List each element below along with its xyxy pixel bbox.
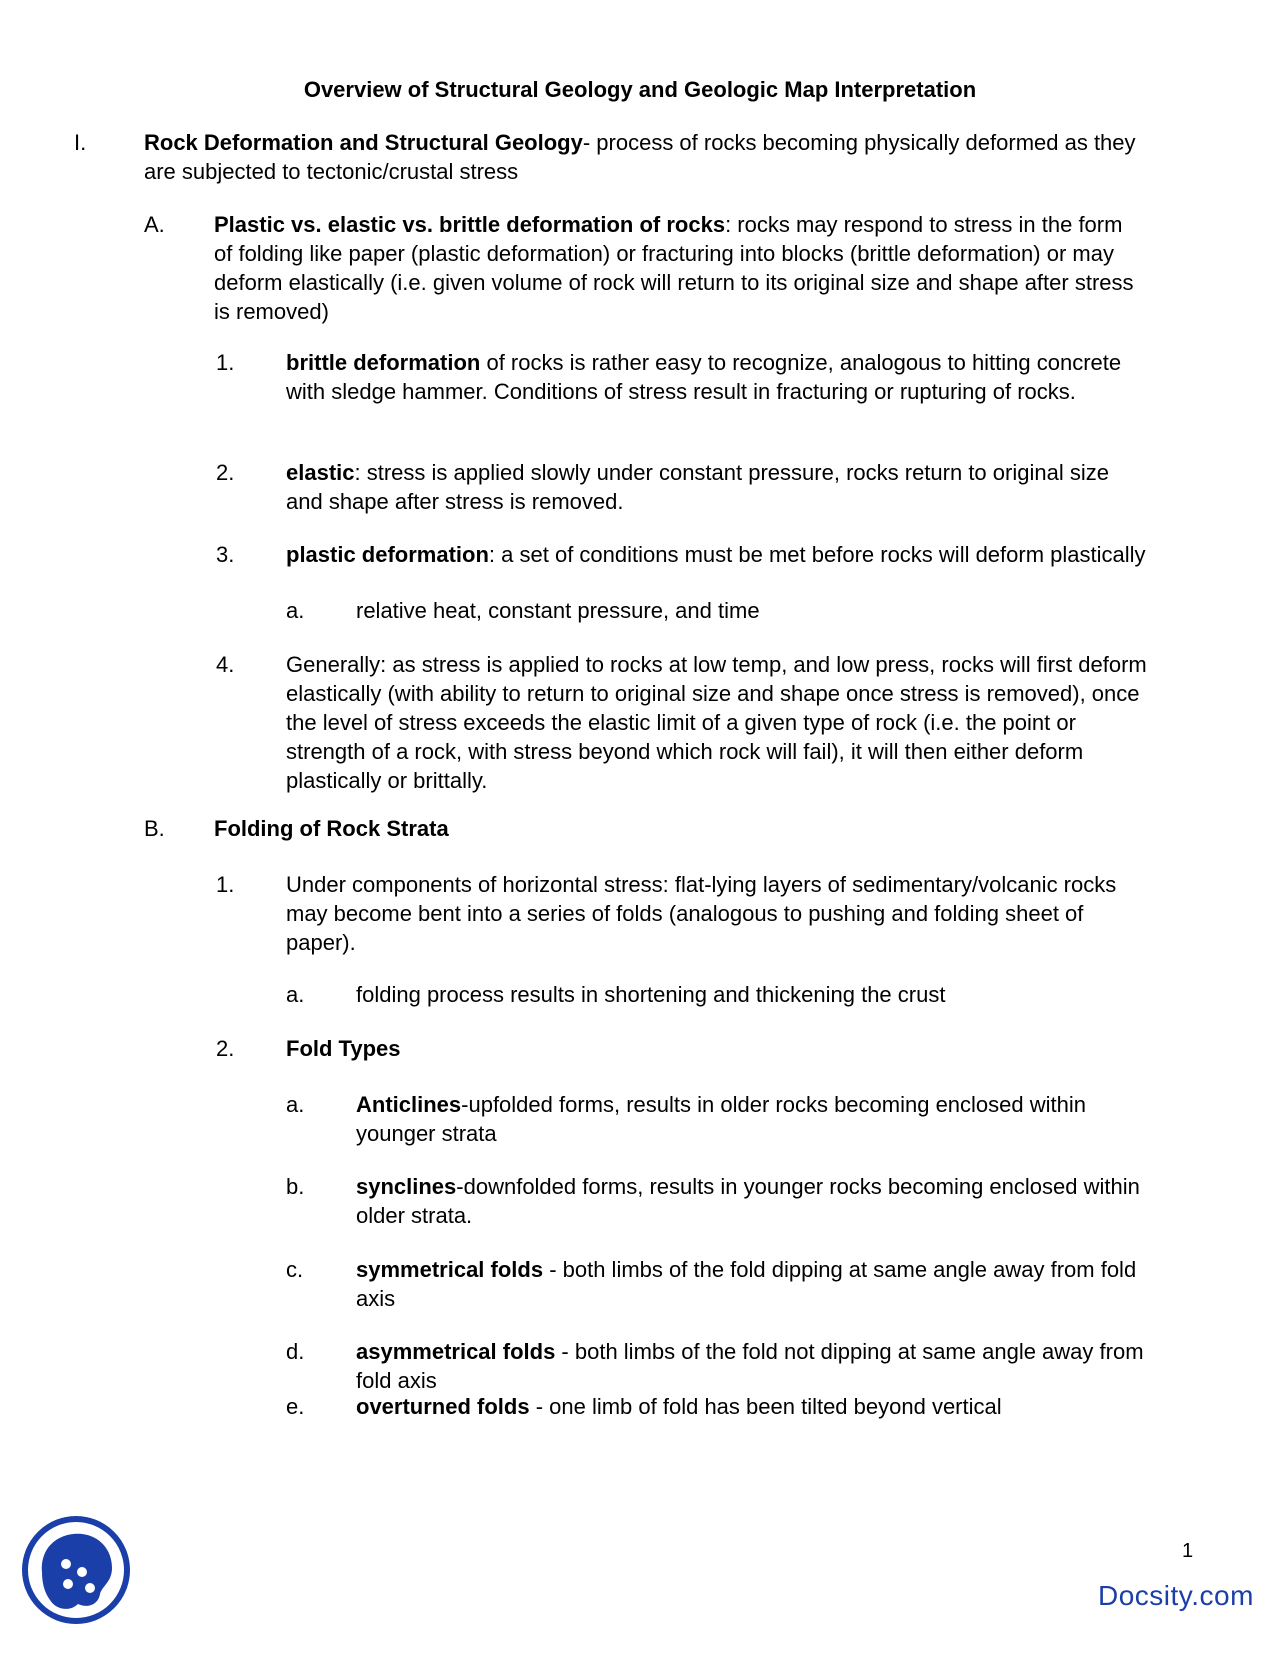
item-body: of rocks is rather easy to recognize, analogous to hitting concrete with sledge hammer. Conditions of stress result in fracturing or rupturing of rocks. (286, 350, 1122, 404)
item-text (286, 650, 1156, 795)
section-body: : rocks may respond to stress in the form of folding like paper (plastic deformation) or fracturing into blocks (brittle deformation) or may deform elastically (i.e. given volume of rock will return to its original size and shape after stress is removed) (214, 212, 1134, 324)
section-marker: A. (144, 212, 165, 237)
sub-item-marker: a. (286, 1092, 305, 1117)
item-term: brittle deformation (286, 350, 481, 375)
sub-item-marker: c. (286, 1257, 304, 1282)
sub-item-text: relative heat, constant pressure, and time (356, 598, 760, 623)
list-item (216, 1034, 1156, 1064)
section-b (144, 814, 1144, 844)
item-term: symmetrical folds (356, 1257, 544, 1282)
item-text (286, 540, 1146, 569)
fold-type-item (286, 1392, 1146, 1422)
fold-type-item (286, 1090, 1146, 1150)
page-title: Overview of Structural Geology and Geologic Map Interpretation (303, 77, 977, 102)
sub-item-marker: e. (286, 1394, 305, 1419)
item-body: : stress is applied slowly under constant pressure, rocks return to original size and shape after stress is removed. (286, 460, 1109, 514)
list-item (216, 458, 1156, 518)
item-marker: 3. (216, 542, 235, 567)
section-1 (74, 128, 1214, 188)
section-body: - process of rocks becoming physically deformed as they are subjected to tectonic/crustal stress (144, 130, 1136, 184)
item-text (286, 348, 1146, 406)
sub-item (286, 596, 1146, 626)
sub-item-text (356, 1392, 1146, 1421)
docsity-logo-icon[interactable] (20, 1512, 132, 1628)
section-heading: Plastic vs. elastic vs. brittle deformation of rocks (214, 212, 726, 237)
item-marker: 1. (216, 350, 235, 375)
sub-item-text (356, 1255, 1146, 1313)
section-heading: Folding of Rock Strata (214, 816, 449, 841)
section-marker: B. (144, 816, 165, 841)
item-term: synclines (356, 1174, 457, 1199)
section-a-text (214, 210, 1144, 326)
item-body: : a set of conditions must be met before rocks will deform plastically (488, 542, 1146, 567)
sub-item-text (356, 1337, 1146, 1395)
page-number: 1 (1182, 1540, 1194, 1562)
item-term: asymmetrical folds (356, 1339, 556, 1364)
item-marker: 2. (216, 460, 235, 485)
item-body: Generally: as stress is applied to rocks at low temp, and low press, rocks will first deform elastically (with ability to return to original size and shape once stress is removed), once the level of stress exceeds the elastic limit of a given type of rock (i.e. the point or strength of a rock, with stress beyond which rock will fail), it will then either deform plastically or brittally. (286, 652, 1147, 793)
item-body: -upfolded forms, results in older rocks becoming enclosed within younger strata (356, 1092, 1086, 1146)
docsity-brand-link[interactable]: Docsity.com (1098, 1580, 1254, 1611)
item-body: - one limb of fold has been tilted beyond vertical (529, 1394, 1002, 1419)
item-body: -downfolded forms, results in younger rocks becoming enclosed within older strata. (356, 1174, 1140, 1228)
item-body: - both limbs of the fold not dipping at same angle away from fold axis (356, 1339, 1144, 1393)
section-a (144, 210, 1144, 330)
list-item (216, 650, 1156, 800)
item-term: overturned folds (356, 1394, 530, 1419)
sub-item-marker: a. (286, 598, 305, 623)
sub-item (286, 980, 1146, 1010)
sub-item-marker: d. (286, 1339, 305, 1364)
item-text: Under components of horizontal stress: flat-lying layers of sedimentary/volcanic rocks may become bent into a series of folds (analogous to pushing and folding sheet of paper). (286, 872, 1117, 955)
section-1-text (144, 128, 1144, 186)
section-heading: Rock Deformation and Structural Geology (144, 130, 583, 155)
item-term: plastic deformation (286, 542, 489, 567)
list-item (216, 870, 1156, 960)
sub-item-marker: b. (286, 1174, 305, 1199)
item-marker: 4. (216, 652, 235, 677)
list-item (216, 348, 1156, 438)
sub-item-text (356, 1090, 1146, 1148)
fold-type-item (286, 1255, 1146, 1315)
sub-item-text (356, 1172, 1146, 1230)
sub-item-text: folding process results in shortening and thickening the crust (356, 982, 946, 1007)
item-heading: Fold Types (286, 1036, 401, 1061)
section-marker: I. (74, 130, 87, 155)
item-marker: 1. (216, 872, 235, 897)
item-term: elastic (286, 460, 355, 485)
list-item (216, 540, 1156, 600)
item-body: - both limbs of the fold dipping at same angle away from fold axis (356, 1257, 1137, 1311)
item-term: Anticlines (356, 1092, 462, 1117)
item-marker: 2. (216, 1036, 235, 1061)
item-text (286, 458, 1146, 516)
fold-type-item (286, 1337, 1146, 1397)
fold-type-item (286, 1172, 1146, 1232)
sub-item-marker: a. (286, 982, 305, 1007)
